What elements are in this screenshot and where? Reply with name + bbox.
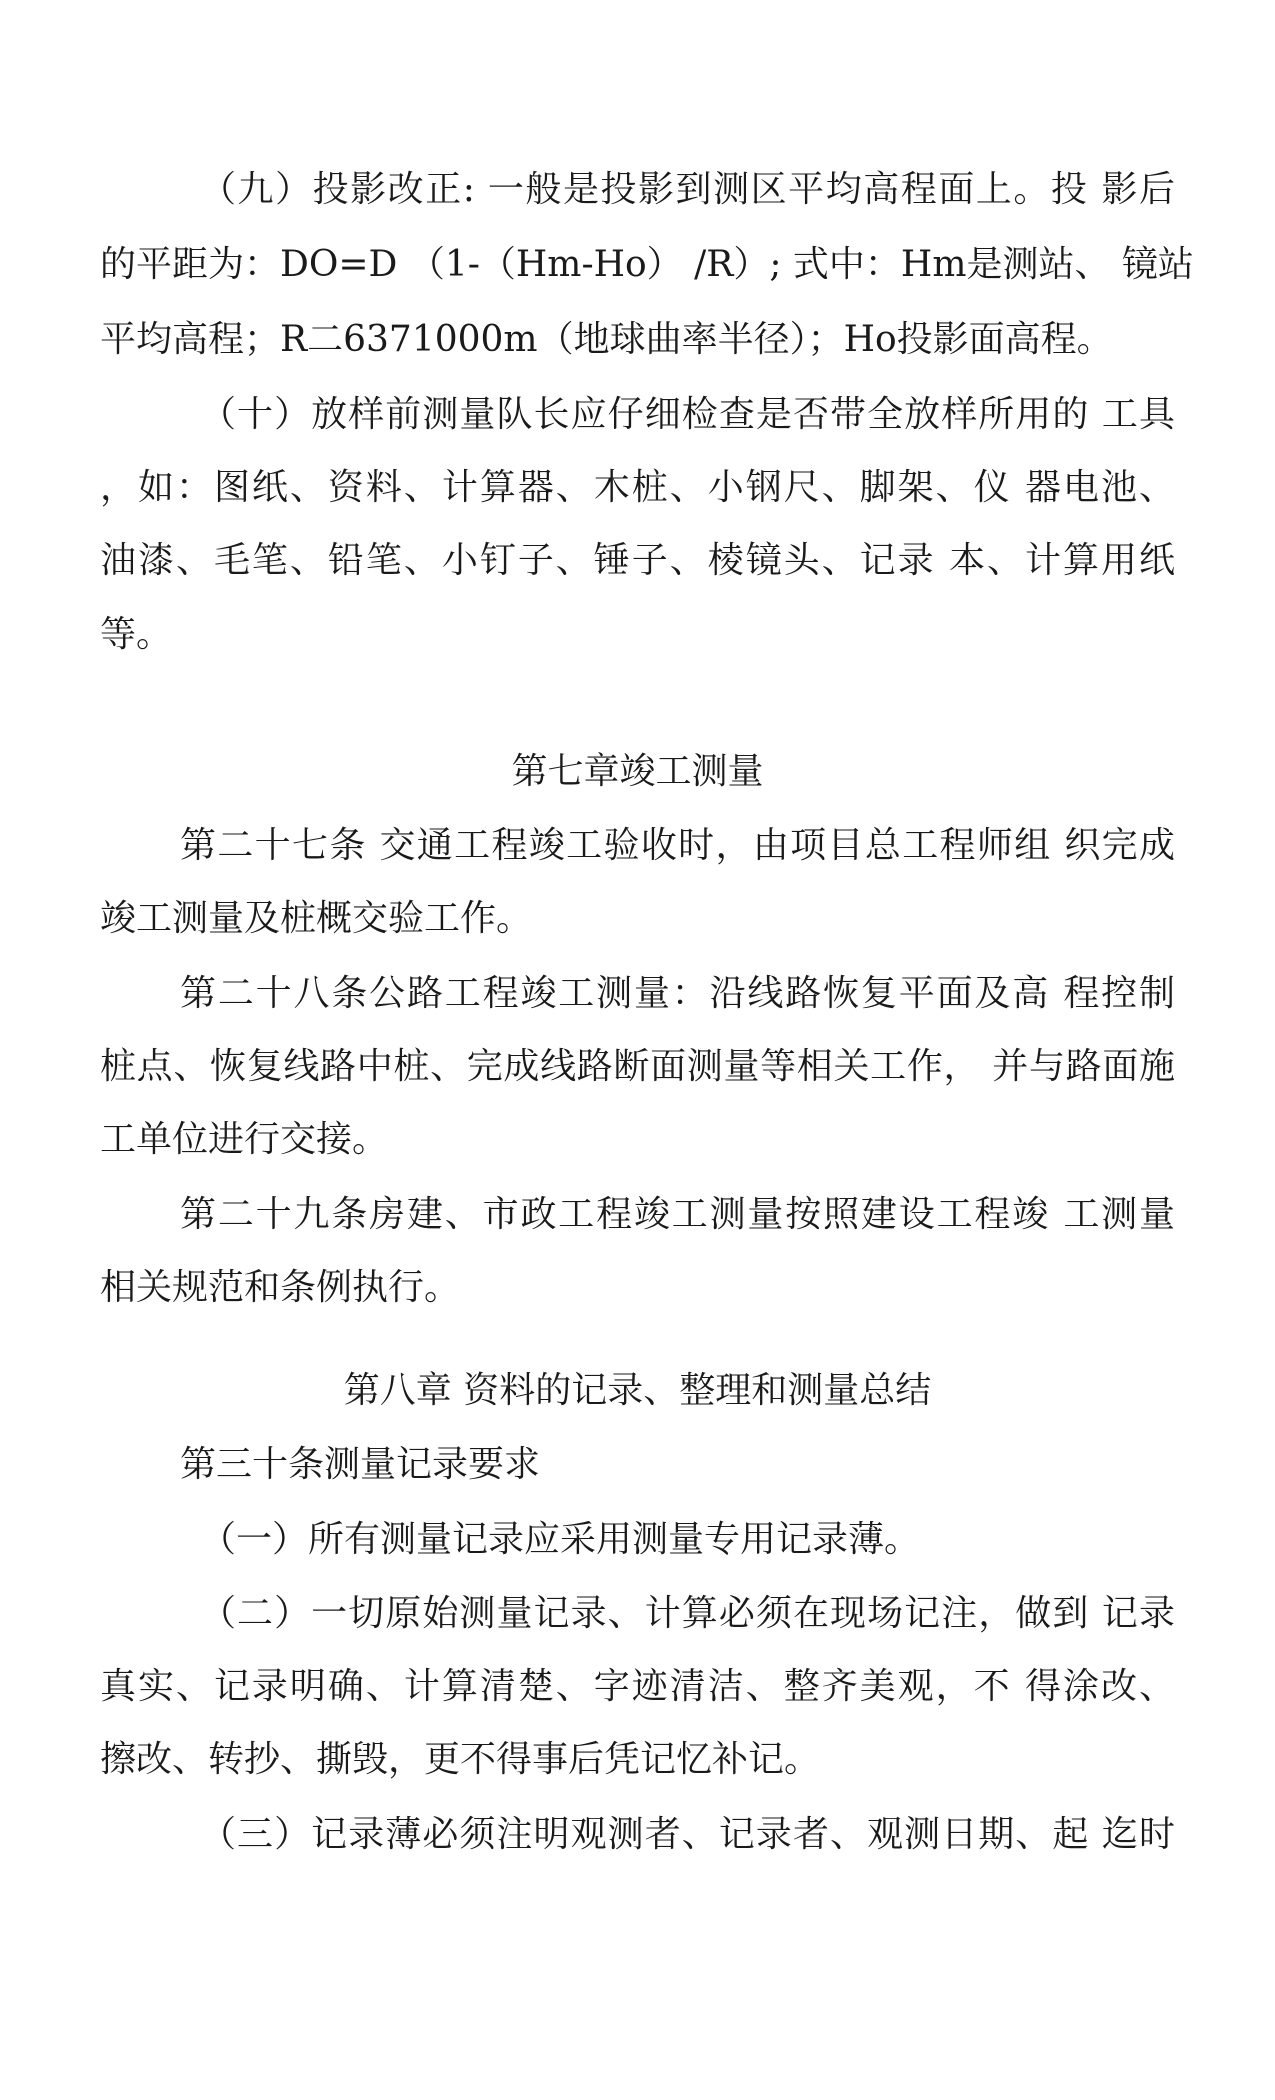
section-nine-line-2: 的平距为：DO=D （1-（Hm-Ho） /R）; 式中：Hm是测站、 镜站	[100, 244, 1194, 285]
section-nine-line-3: 平均高程；R二6371000m（地球曲率半径）；Ho投影面高程。	[100, 319, 1113, 360]
chapter-seven-title: 第七章竣工测量	[511, 751, 764, 792]
item-2-line-2: 真实、记录明确、计算清楚、字迹清洁、整齐美观，不 得涂改、	[100, 1666, 1175, 1707]
article-27-line-2: 竣工测量及桩概交验工作。	[100, 898, 533, 939]
chapter-eight-title: 第八章 资料的记录、整理和测量总结	[343, 1370, 932, 1411]
item-3-line-1: （三）记录薄必须注明观测者、记录者、观测日期、起 迄时	[200, 1814, 1175, 1855]
article-28-line-2: 桩点、恢复线路中桩、完成线路断面测量等相关工作， 并与路面施	[100, 1046, 1175, 1087]
article-28-line-1: 第二十八条公路工程竣工测量：沿线路恢复平面及高 程控制	[180, 973, 1175, 1014]
article-29-line-1: 第二十九条房建、市政工程竣工测量按照建设工程竣 工测量	[180, 1194, 1175, 1235]
section-nine-line-1: （九）投影改正: 一般是投影到测区平均高程面上。投 影后	[200, 169, 1175, 210]
section-ten-line-4: 等。	[100, 614, 173, 655]
item-1-line: （一）所有测量记录应采用测量专用记录薄。	[200, 1519, 921, 1560]
item-2-line-3: 擦改、转抄、撕毁，更不得事后凭记忆补记。	[100, 1739, 821, 1780]
section-ten-line-1: （十）放样前测量队长应仔细检查是否带全放样所用的 工具	[200, 394, 1175, 435]
article-29-line-2: 相关规范和条例执行。	[100, 1267, 461, 1308]
article-30-heading: 第三十条测量记录要求	[180, 1444, 541, 1485]
section-ten-line-3: 油漆、毛笔、铅笔、小钉子、锤子、棱镜头、记录 本、计算用纸	[100, 540, 1175, 581]
article-28-line-3: 工单位进行交接。	[100, 1119, 389, 1160]
article-27-line-1: 第二十七条 交通工程竣工验收时，由项目总工程师组 织完成	[180, 825, 1175, 866]
section-ten-line-2: ，如：图纸、资料、计算器、木桩、小钢尺、脚架、仪 器电池、	[100, 467, 1175, 508]
item-2-line-1: （二）一切原始测量记录、计算必须在现场记注，做到 记录	[200, 1593, 1175, 1634]
